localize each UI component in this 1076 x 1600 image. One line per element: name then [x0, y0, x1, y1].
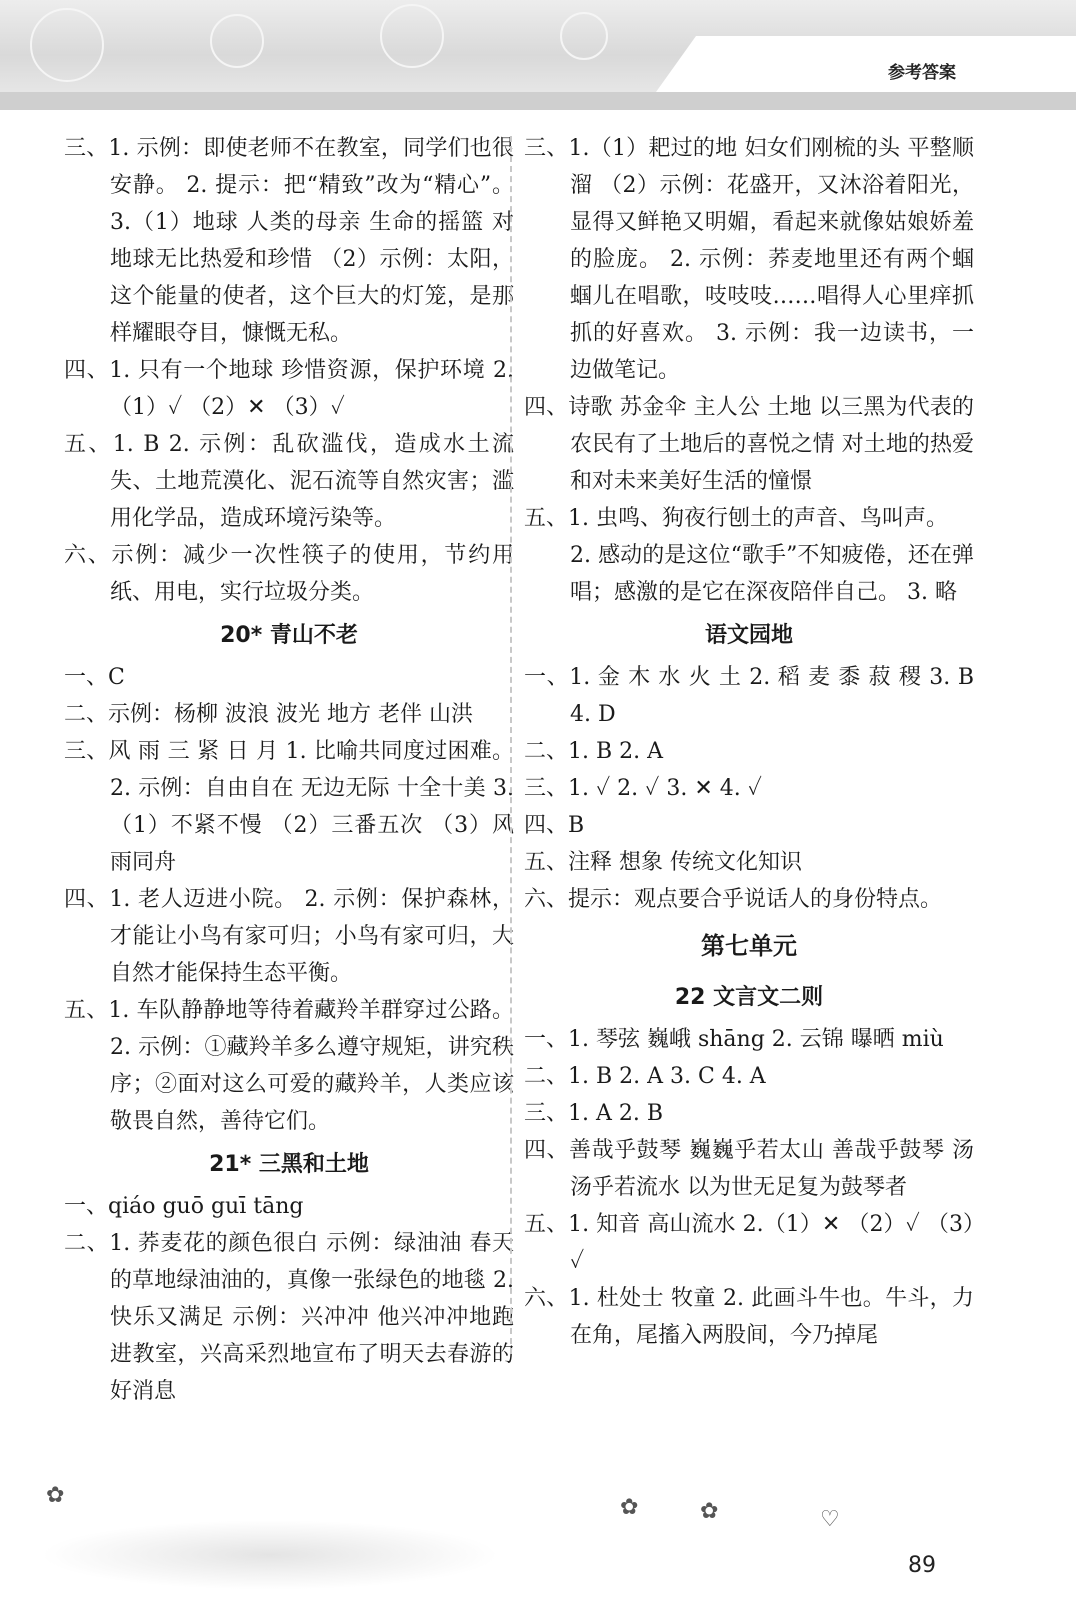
section-heading: 22 文言文二则: [674, 985, 824, 1010]
answer-paragraph: 五、注释 想象 传统文化知识: [524, 850, 802, 875]
answer-paragraph: 三、1. 示例：即使老师不在教室，同学们也很安静。 2. 提示：把“精致”改为“精心”。 3.（1）地球 人类的母亲 生命的摇篮 对地球无比热爱和珍惜 （2）示例：太阳，这个能量的使者，这个巨大的灯笼，是那样耀眼夺目，慷慨无私。: [64, 136, 514, 346]
section-heading: 21* 三黑和土地: [209, 1152, 369, 1177]
answer-paragraph: 二、1. 荞麦花的颜色很白 示例：绿油油 春天的草地绿油油的，真像一张绿色的地毯 2. 快乐又满足 示例：兴冲冲 他兴冲冲地跑进教室，兴高采烈地宣布了明天去春游的好消息: [64, 1231, 514, 1404]
decorative-bubble: [380, 4, 444, 68]
answer-paragraph: 2. 感动的是这位“歌手”不知疲倦，还在弹唱；感激的是它在深夜陪伴自己。 3. 略: [570, 543, 974, 605]
answer-paragraph: 一、1. 金 木 水 火 土 2. 稻 麦 黍 菽 稷 3. B 4. D: [524, 665, 974, 727]
answer-paragraph: 三、1. ✓ 2. ✓ 3. ✕ 4. ✓: [524, 776, 762, 801]
section-heading: 20* 青山不老: [220, 623, 358, 648]
answer-paragraph: 四、1. 只有一个地球 珍惜资源，保护环境 2.（1）✓ （2）✕ （3）✓: [64, 358, 514, 420]
flower-icon: ✿: [620, 1495, 639, 1520]
answer-paragraph: 五、1. 车队静静地等待着藏羚羊群穿过公路。 2. 示例：①藏羚羊多么遵守规矩，讲究秩序；②面对这么可爱的藏羚羊，人类应该敬畏自然，善待它们。: [64, 998, 514, 1134]
header-tab: [656, 36, 1076, 92]
decorative-bubble: [30, 8, 104, 82]
answer-paragraph: 三、1. A 2. B: [524, 1101, 664, 1126]
footer-ornament: [40, 1520, 500, 1590]
heart-icon: ♡: [820, 1507, 840, 1532]
answer-paragraph: 五、1. 知音 高山流水 2.（1）✕ （2）✓ （3）✓: [524, 1212, 974, 1274]
answer-column-right: [524, 130, 974, 1354]
answer-paragraph: 一、1. 琴弦 巍峨 shāng 2. 云锦 曝晒 miù: [524, 1027, 944, 1052]
answer-paragraph: 四、B: [524, 813, 585, 838]
page-number: 89: [908, 1553, 936, 1578]
decorative-bubble: [210, 14, 264, 68]
answer-paragraph: 六、提示：观点要合乎说话人的身份特点。: [524, 887, 943, 912]
answer-paragraph: 四、善哉乎鼓琴 巍巍乎若太山 善哉乎鼓琴 汤汤乎若流水 以为世无足复为鼓琴者: [524, 1138, 974, 1200]
section-heading: 语文园地: [704, 623, 793, 648]
answer-paragraph: 五、1. B 2. 示例：乱砍滥伐，造成水土流失、土地荒漠化、泥石流等自然灾害；滥用化学品，造成环境污染等。: [64, 432, 514, 531]
answer-paragraph: 六、1. 杜处士 牧童 2. 此画斗牛也。牛斗，力在角，尾搐入两股间，今乃掉尾: [524, 1286, 974, 1348]
answer-paragraph: 四、1. 老人迈进小院。 2. 示例：保护森林，才能让小鸟有家可归；小鸟有家可归，大自然才能保持生态平衡。: [64, 887, 514, 986]
flower-icon: ✿: [46, 1483, 65, 1508]
answer-paragraph: 六、示例：减少一次性筷子的使用，节约用纸、用电，实行垃圾分类。: [64, 543, 514, 605]
answer-paragraph: 一、qiáo guō guī tāng: [64, 1194, 304, 1219]
answer-paragraph: 三、1.（1）耙过的地 妇女们刚梳的头 平整顺溜 （2）示例：花盛开，又沐浴着阳光，显得又鲜艳又明媚，看起来就像姑娘娇羞的脸庞。 2. 示例：荞麦地里还有两个蝈蝈儿在唱歌，吱吱吱……唱得人心里痒抓抓的好喜欢。 3. 示例：我一边读书，一边做笔记。: [524, 136, 974, 383]
footer-decoration: [0, 1470, 1076, 1600]
section-label: 参考答案: [888, 63, 956, 83]
answer-paragraph: 一、C: [64, 665, 125, 690]
flower-icon: ✿: [700, 1499, 719, 1524]
answer-paragraph: 四、诗歌 苏金伞 主人公 土地 以三黑为代表的农民有了土地后的喜悦之情 对土地的热爱和对未来美好生活的憧憬: [524, 395, 974, 494]
answer-paragraph: 五、1. 虫鸣、狗夜行刨土的声音、鸟叫声。: [524, 506, 948, 531]
answer-paragraph: 二、1. B 2. A 3. C 4. A: [524, 1064, 766, 1089]
answer-column-left: [64, 130, 514, 1410]
answer-paragraph: 二、1. B 2. A: [524, 739, 664, 764]
answer-paragraph: 三、风 雨 三 紧 日 月 1. 比喻共同度过困难。 2. 示例：自由自在 无边无际 十全十美 3.（1）不紧不慢 （2）三番五次 （3）风雨同舟: [64, 739, 514, 875]
decorative-bubble: [560, 12, 608, 60]
header-rule: [0, 92, 1076, 110]
unit-heading: 第七单元: [701, 932, 797, 960]
answer-paragraph: 二、示例：杨柳 波浪 波光 地方 老伴 山洪: [64, 702, 473, 727]
